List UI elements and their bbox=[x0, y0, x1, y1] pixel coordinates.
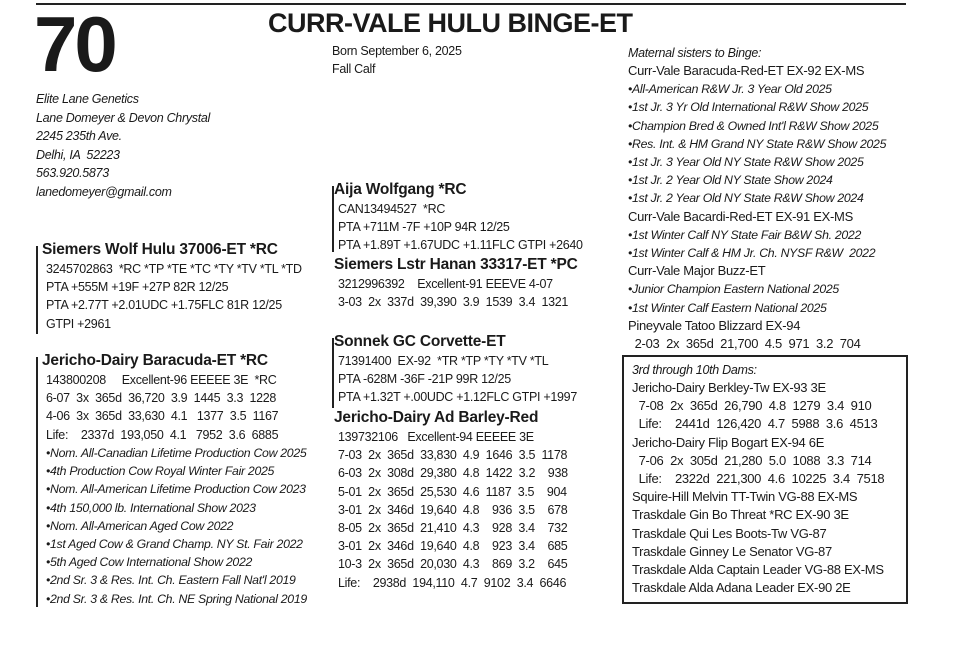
sire-detail-line: GTPI +2961 bbox=[46, 316, 111, 331]
dam-honor: •Nom. All-Canadian Lifetime Production Cow 2025 bbox=[46, 446, 307, 460]
dam-honor: •5th Aged Cow International Show 2022 bbox=[46, 555, 253, 570]
dam-dam-name: Jericho-Dairy Ad Barley-Red bbox=[334, 409, 539, 426]
dam-sire-line: PTA -628M -36F -21P 99R 12/25 bbox=[338, 372, 511, 387]
consignor-email[interactable]: lanedomeyer@gmail.com bbox=[36, 184, 172, 199]
maternal-sister-honor: •Junior Champion Eastern National 2025 bbox=[628, 282, 839, 297]
sire-sire-details bbox=[338, 200, 583, 255]
consignor-farm: Elite Lane Genetics bbox=[36, 92, 139, 106]
consignor-street: 2245 235th Ave. bbox=[36, 129, 122, 143]
extended-dam-entry: Traskdale Gin Bo Threat *RC EX-90 3E bbox=[632, 507, 849, 523]
top-rule bbox=[36, 3, 906, 5]
dam-sire-name: Sonnek GC Corvette-ET bbox=[334, 333, 506, 350]
maternal-sister-honor: •1st Jr. 3 Year Old NY State R&W Show 2025 bbox=[628, 155, 864, 170]
animal-name: CURR-VALE HULU BINGE-ET bbox=[268, 8, 633, 38]
sire-dam-line: 3212996392 Excellent-91 EEEVE 4-07 bbox=[338, 277, 553, 291]
lot-number: 70 bbox=[34, 0, 115, 88]
extended-dam-entry: Traskdale Ginney Le Senator VG-87 bbox=[632, 543, 832, 559]
extended-dam-entry: Traskdale Alda Adana Leader EX-90 2E bbox=[632, 580, 851, 596]
sire-dam-details bbox=[338, 275, 568, 311]
dam-honor: •4th Production Cow Royal Winter Fair 2025 bbox=[46, 464, 275, 479]
dam-dam-line: Life: 2938d 194,110 4.7 9102 3.4 6646 bbox=[338, 575, 567, 590]
dam-dam-line: 139732106 Excellent-94 EEEEE 3E bbox=[338, 430, 534, 444]
consignor-owners: Lane Domeyer & Devon Chrystal bbox=[36, 110, 211, 125]
maternal-sister-honor: •1st Winter Calf Eastern National 2025 bbox=[628, 300, 827, 315]
calf-class: Fall Calf bbox=[332, 62, 376, 76]
sire-dam-line: 3-03 2x 337d 39,390 3.9 1539 3.4 1321 bbox=[338, 295, 569, 310]
maternal-sister-honor: •Champion Bred & Owned Int'l R&W Show 2025 bbox=[628, 118, 879, 133]
dam-record-line: 6-07 3x 365d 36,720 3.9 1445 3.3 1228 bbox=[46, 391, 277, 406]
dam-honor: •2nd Sr. 3 & Res. Int. Ch. NE Spring National 2019 bbox=[46, 591, 307, 606]
maternal-sister-honor: •1st Jr. 3 Yr Old International R&W Show 2025 bbox=[628, 100, 869, 115]
dam-records bbox=[46, 371, 278, 444]
maternal-sisters-list bbox=[628, 62, 886, 353]
extended-dams-list bbox=[632, 379, 884, 597]
dam-bracket bbox=[36, 357, 38, 607]
sire-sire-name: Aija Wolfgang *RC bbox=[334, 181, 467, 198]
dam-record-line: Life: 2337d 193,050 4.1 7952 3.6 6885 bbox=[46, 427, 279, 442]
maternal-sister-honor: •1st Winter Calf NY State Fair B&W Sh. 2022 bbox=[628, 227, 862, 242]
extended-dam-entry: Traskdale Alda Captain Leader VG-88 EX-MS bbox=[632, 562, 884, 578]
maternal-sister-honor: •1st Jr. 2 Year Old NY State Show 2024 bbox=[628, 173, 833, 188]
extended-dam-entry: Jericho-Dairy Berkley-Tw EX-93 3E bbox=[632, 380, 826, 395]
dam-dam-line: 10-3 2x 365d 20,030 4.3 869 3.2 645 bbox=[338, 557, 568, 572]
consignor-phone: 563.920.5873 bbox=[36, 166, 109, 180]
dam-honor: •4th 150,000 lb. International Show 2023 bbox=[46, 500, 256, 515]
sire-detail-line: 3245702863 *RC *TP *TE *TC *TY *TV *TL *TD bbox=[46, 262, 302, 276]
dam-dam-line: 7-03 2x 365d 33,830 4.9 1646 3.5 1178 bbox=[338, 448, 568, 463]
dam-record-line: 143800208 Excellent-96 EEEEE 3E *RC bbox=[46, 373, 277, 387]
sire-bracket bbox=[36, 246, 38, 334]
dam-sire-details bbox=[338, 352, 577, 407]
maternal-sister-entry: Pineyvale Tatoo Blizzard EX-94 bbox=[628, 317, 801, 333]
dam-dam-line: 3-01 2x 346d 19,640 4.8 936 3.5 678 bbox=[338, 502, 568, 517]
sire-detail-line: PTA +2.77T +2.01UDC +1.75FLC 81R 12/25 bbox=[46, 298, 282, 313]
dam-name: Jericho-Dairy Baracuda-ET *RC bbox=[42, 352, 268, 369]
sire-sire-line: PTA +711M -7F +10P 94R 12/25 bbox=[338, 220, 510, 235]
dam-dam-line: 8-05 2x 365d 21,410 4.3 928 3.4 732 bbox=[338, 521, 568, 536]
maternal-sister-honor: •1st Jr. 2 Year Old NY State R&W Show 2024 bbox=[628, 191, 864, 206]
extended-dam-entry: Jericho-Dairy Flip Bogart EX-94 6E bbox=[632, 434, 825, 450]
maternal-sister-honor: •All-American R&W Jr. 3 Year Old 2025 bbox=[628, 82, 832, 97]
extended-dam-entry: Traskdale Qui Les Boots-Tw VG-87 bbox=[632, 525, 827, 541]
extended-dam-entry: Life: 2322d 221,300 4.6 10225 3.4 7518 bbox=[632, 471, 885, 487]
maternal-sister-honor: •1st Winter Calf & HM Jr. Ch. NYSF R&W 2022 bbox=[628, 246, 876, 261]
sire-sire-line: CAN13494527 *RC bbox=[338, 202, 446, 216]
sire-details bbox=[46, 260, 302, 333]
maternal-sister-entry: Curr-Vale Major Buzz-ET bbox=[628, 263, 766, 279]
dam-honor: •1st Aged Cow & Grand Champ. NY St. Fair 2022 bbox=[46, 537, 303, 552]
dam-record-line: 4-06 3x 365d 33,630 4.1 1377 3.5 1167 bbox=[46, 409, 279, 424]
maternal-sister-entry: Curr-Vale Baracuda-Red-ET EX-92 EX-MS bbox=[628, 63, 865, 78]
maternal-sister-entry: 2-03 2x 365d 21,700 4.5 971 3.2 704 bbox=[628, 336, 861, 352]
dam-honor: •2nd Sr. 3 & Res. Int. Ch. Eastern Fall Nat'l 2019 bbox=[46, 573, 296, 588]
dam-dam-line: 6-03 2x 308d 29,380 4.8 1422 3.2 938 bbox=[338, 466, 568, 481]
birth-date: Born September 6, 2025 bbox=[332, 44, 462, 58]
dam-dam-records bbox=[338, 428, 568, 592]
dam-honors bbox=[46, 444, 307, 608]
extended-dams-heading: 3rd through 10th Dams: bbox=[632, 363, 757, 377]
dam-honor: •Nom. All-American Lifetime Production Cow 2023 bbox=[46, 482, 306, 497]
maternal-sister-honor: •Res. Int. & HM Grand NY State R&W Show 2025 bbox=[628, 136, 887, 151]
dam-dam-line: 5-01 2x 365d 25,530 4.6 1187 3.5 904 bbox=[338, 484, 567, 499]
sire-dam-name: Siemers Lstr Hanan 33317-ET *PC bbox=[334, 256, 578, 273]
maternal-sisters-heading: Maternal sisters to Binge: bbox=[628, 46, 762, 60]
sire-detail-line: PTA +555M +19F +27P 82R 12/25 bbox=[46, 280, 229, 295]
consignor-city: Delhi, IA 52223 bbox=[36, 147, 120, 162]
maternal-sister-entry: Curr-Vale Bacardi-Red-ET EX-91 EX-MS bbox=[628, 208, 853, 224]
extended-dam-entry: 7-08 2x 365d 26,790 4.8 1279 3.4 910 bbox=[632, 398, 872, 414]
extended-dam-entry: 7-06 2x 305d 21,280 5.0 1088 3.3 714 bbox=[632, 452, 872, 468]
extended-dam-entry: Squire-Hill Melvin TT-Twin VG-88 EX-MS bbox=[632, 489, 858, 505]
sire-sire-line: PTA +1.89T +1.67UDC +1.11FLC GTPI +2640 bbox=[338, 238, 583, 253]
dam-honor: •Nom. All-American Aged Cow 2022 bbox=[46, 518, 234, 533]
dam-sire-line: 71391400 EX-92 *TR *TP *TY *TV *TL bbox=[338, 354, 549, 368]
consignor-block bbox=[36, 90, 210, 201]
extended-dam-entry: Life: 2441d 126,420 4.7 5988 3.6 4513 bbox=[632, 416, 878, 432]
dam-dam-line: 3-01 2x 346d 19,640 4.8 923 3.4 685 bbox=[338, 539, 568, 554]
dam-sire-line: PTA +1.32T +.00UDC +1.12FLC GTPI +1997 bbox=[338, 390, 577, 405]
sire-name: Siemers Wolf Hulu 37006-ET *RC bbox=[42, 241, 278, 258]
